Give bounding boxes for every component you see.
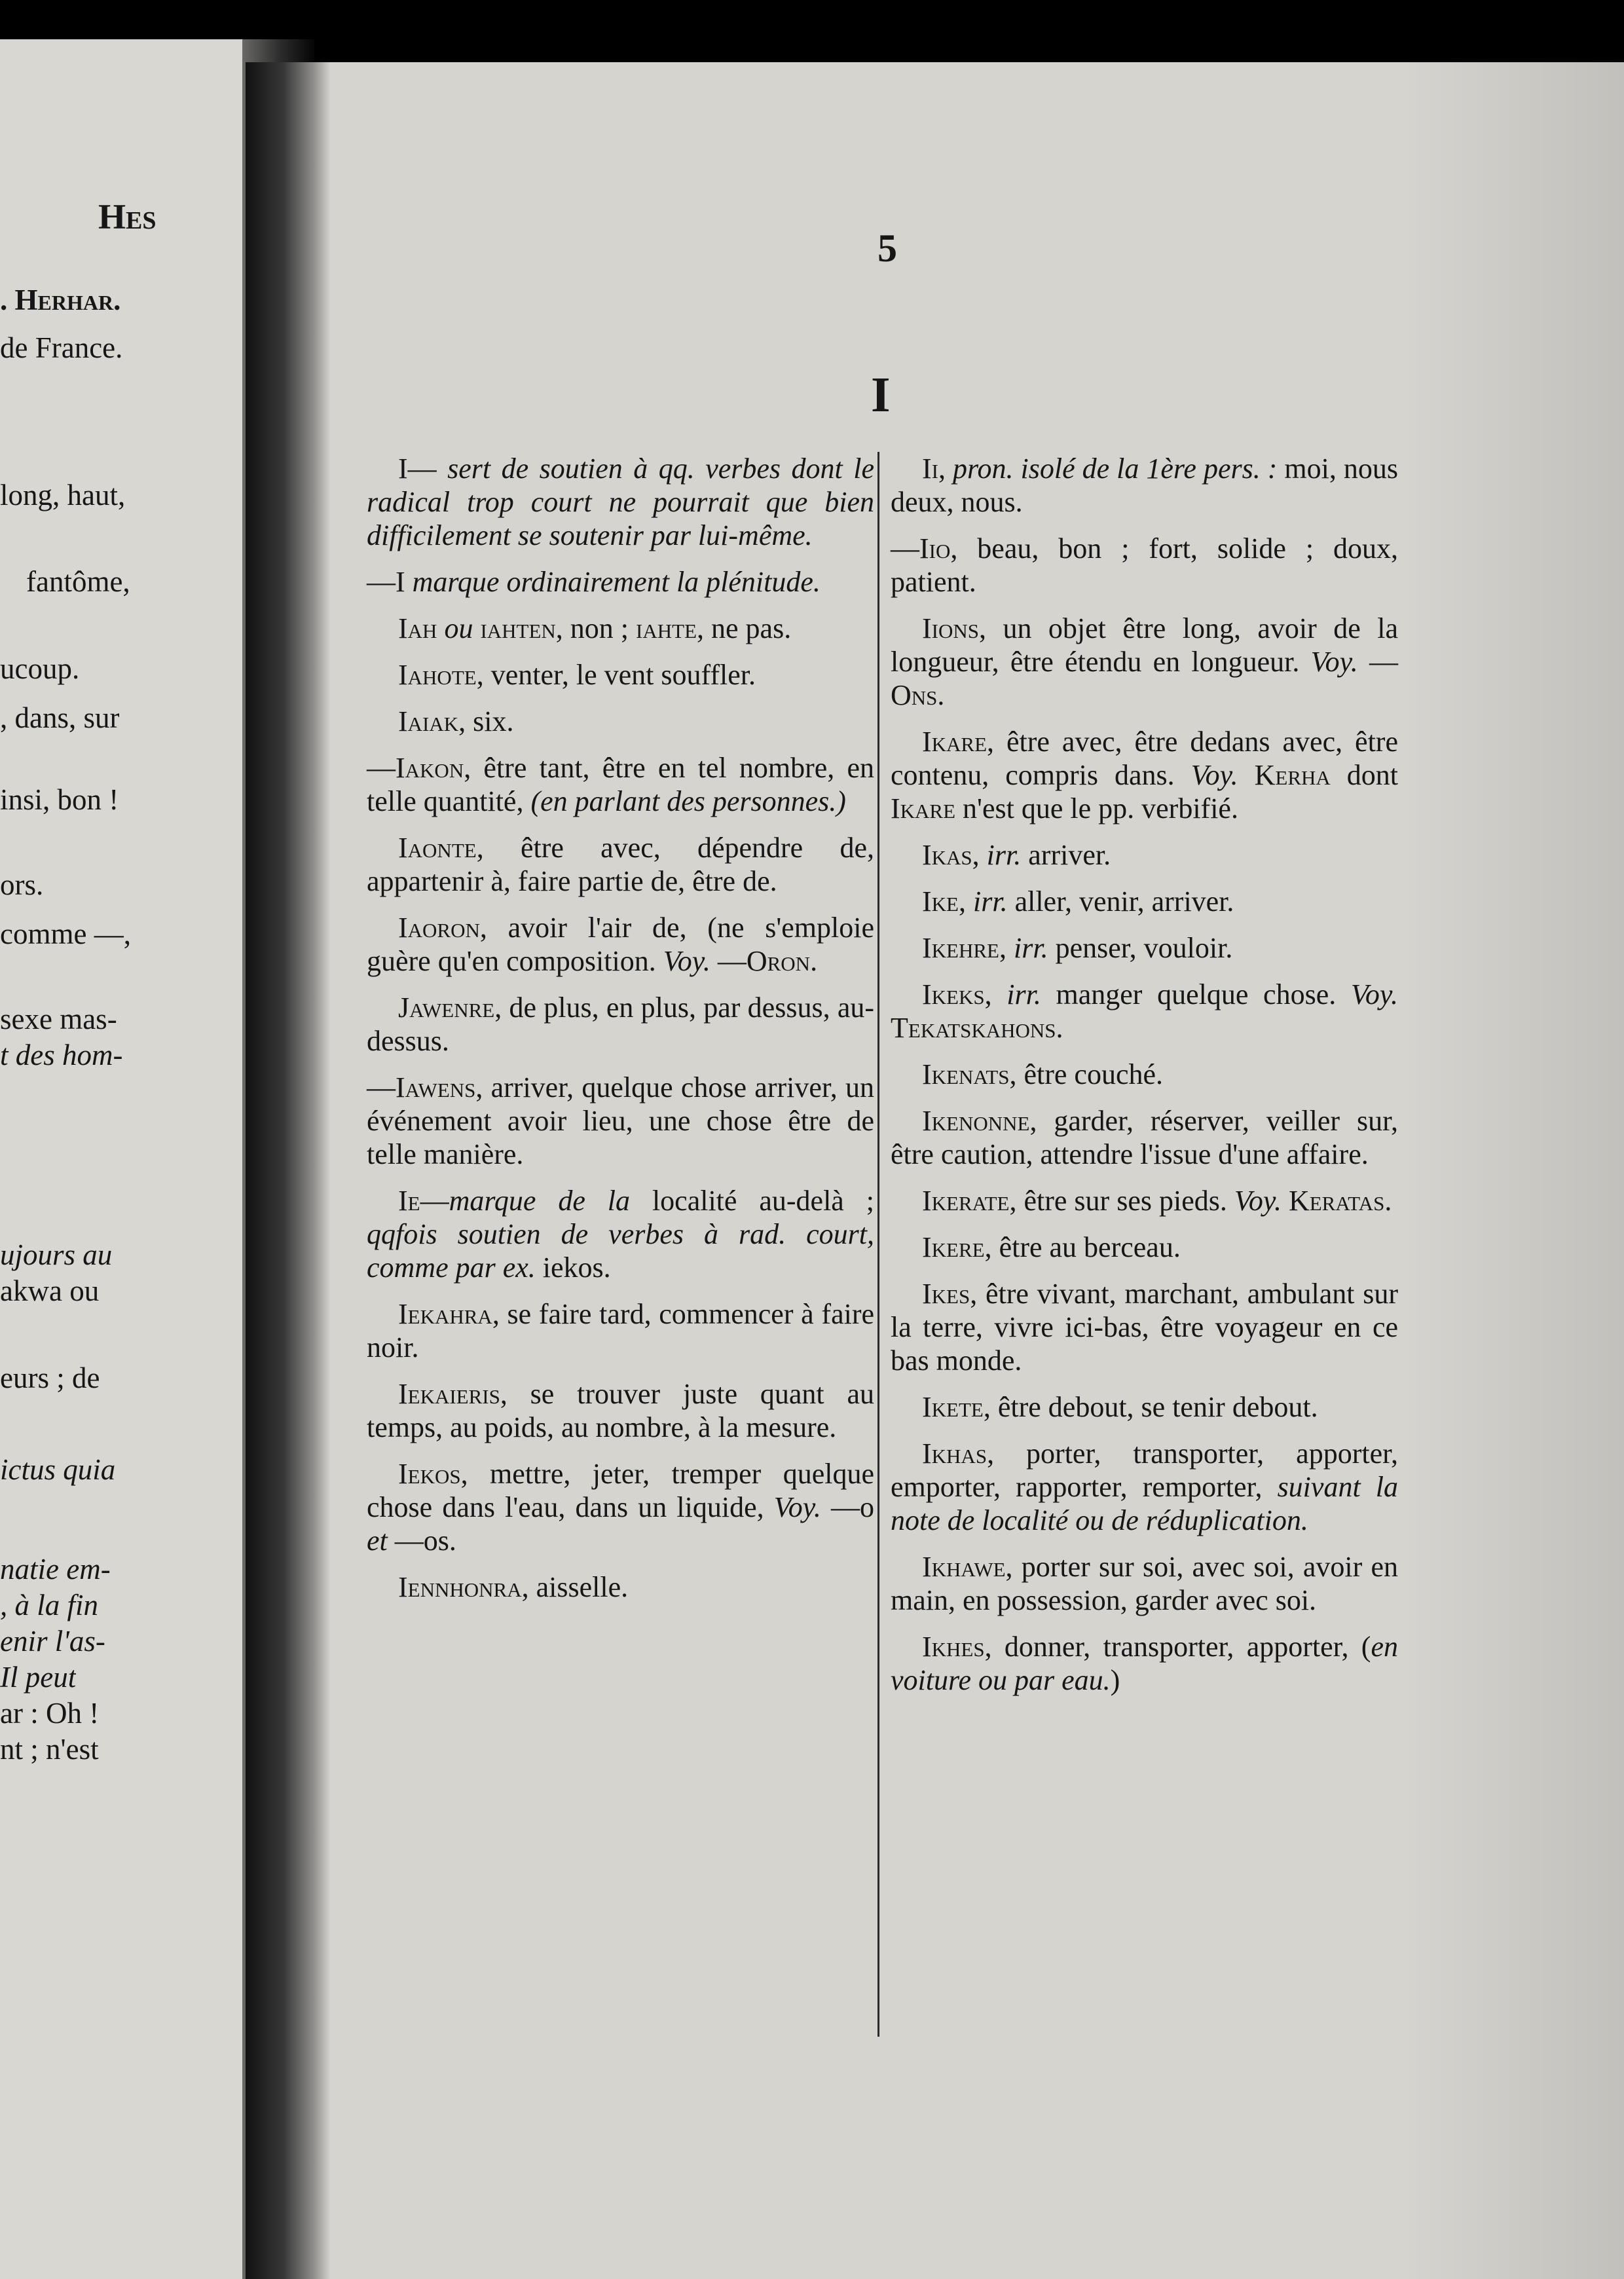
entry-text: — — [420, 1185, 449, 1217]
entry-text: , avoir l'air de, (ne s'emploie guère qu'en composition. — [367, 912, 874, 977]
entry-text: — — [710, 945, 747, 977]
entry-headword: Iions — [922, 612, 979, 644]
dictionary-entry — [891, 1630, 1398, 1697]
entry-text: Ons — [891, 679, 938, 711]
entry-text — [437, 612, 444, 644]
entry-text: , de plus, en plus, par dessus, au-dessus. — [367, 991, 874, 1057]
dictionary-entry — [891, 532, 1398, 599]
entry-text: , six. — [458, 705, 514, 737]
entry-text: Tekatskahons — [891, 1012, 1056, 1044]
section-letter: I — [871, 367, 891, 422]
page-fold-shadow — [246, 62, 331, 2279]
entry-text: , être avec, être dedans avec, être contenu, compris dans. — [891, 726, 1398, 791]
dictionary-entry — [891, 885, 1398, 918]
entry-text: marque ordinairement la plénitude. — [412, 566, 821, 598]
entry-text: ) — [1110, 1664, 1120, 1696]
dictionary-entry — [367, 751, 874, 818]
entry-text: sert de soutien à qq. verbes dont le radical trop court ne pourrait que bien difficilement se soutenir par lui-même. — [367, 453, 875, 551]
entry-text: Voy. — [773, 1491, 821, 1523]
column-divider — [877, 452, 879, 2037]
entry-text: . — [810, 945, 818, 977]
entry-text: . — [1384, 1185, 1392, 1217]
dictionary-entry — [367, 911, 874, 978]
entry-headword: Iaoron — [398, 912, 480, 944]
left-page-line: ucoup. — [0, 652, 80, 685]
entry-text: irr. — [1006, 978, 1041, 1010]
dictionary-entry — [367, 991, 874, 1058]
dictionary-entry — [367, 831, 874, 898]
dictionary-column-right — [891, 452, 1398, 1710]
entry-text — [1282, 1185, 1289, 1217]
entry-text — [473, 612, 480, 644]
entry-headword: —Iakon — [367, 752, 464, 784]
entry-text: , non ; — [555, 612, 637, 644]
dictionary-entry — [367, 705, 874, 738]
entry-headword: —Iawens — [367, 1071, 476, 1103]
entry-text: irr. — [1013, 932, 1048, 964]
dictionary-entry — [891, 1231, 1398, 1264]
entry-headword: Ike — [922, 885, 959, 917]
dictionary-entry — [367, 1071, 874, 1171]
entry-text: ou — [444, 612, 473, 644]
dictionary-entry — [891, 978, 1398, 1045]
left-page-line: sexe mas- — [0, 1003, 117, 1035]
entry-headword: Ikehre — [922, 932, 999, 964]
entry-headword: Ikes — [922, 1278, 970, 1310]
entry-text: pron. isolé de la 1ère pers. : — [953, 453, 1278, 485]
entry-headword: Ikeks — [922, 978, 985, 1010]
bleed-through-shading — [1401, 62, 1624, 2279]
entry-text: Keratas — [1288, 1185, 1385, 1217]
entry-headword: Ikhawe — [922, 1551, 1006, 1583]
dictionary-entry — [367, 1297, 874, 1364]
entry-text: , porter, transporter, apporter, emporter, rapporter, remporter, — [891, 1437, 1398, 1503]
left-page-line: natie em- — [0, 1553, 111, 1585]
entry-headword: Iekahra — [398, 1298, 492, 1330]
entry-text: moi, nous deux, nous. — [891, 453, 1399, 518]
left-page-line: enir l'as- — [0, 1625, 105, 1658]
left-page-line: t des hom- — [0, 1039, 123, 1071]
entry-headword: Ikerate — [922, 1185, 1010, 1217]
entry-text: Voy. — [1310, 646, 1358, 678]
left-page-line: de France. — [0, 331, 123, 364]
entry-text: , être vivant, marchant, ambulant sur la terre, vivre ici-bas, être voyageur en ce bas monde. — [891, 1278, 1398, 1377]
entry-text: localité au-delà ; — [630, 1185, 874, 1217]
entry-text: Voy. — [663, 945, 710, 977]
left-page-line: long, haut, — [0, 479, 126, 511]
dictionary-entry — [367, 1570, 874, 1604]
entry-text: suivant la note de localité ou de réduplication. — [891, 1471, 1398, 1536]
entry-text: , être couché. — [1009, 1058, 1164, 1090]
dictionary-entry — [891, 838, 1398, 872]
dictionary-entry — [367, 612, 874, 645]
entry-text: . — [1056, 1012, 1063, 1044]
entry-text: , être tant, être en tel nombre, en telle quantité, — [367, 752, 874, 817]
left-page-line: ar : Oh ! — [0, 1697, 100, 1730]
entry-text: . — [937, 679, 945, 711]
entry-headword: Iahote — [398, 659, 477, 691]
entry-text: , — [938, 453, 953, 485]
entry-headword: Ikas — [922, 839, 972, 871]
entry-text: irr. — [972, 885, 1008, 917]
entry-text: , mettre, jeter, tremper quelque chose dans l'eau, dans un liquide, — [367, 1458, 874, 1523]
entry-text: , venter, le vent souffler. — [476, 659, 756, 691]
entry-text: , beau, bon ; fort, solide ; doux, patient. — [891, 532, 1398, 598]
entry-headword: Iekaieris — [398, 1378, 500, 1410]
entry-text: Kerha — [1254, 759, 1331, 791]
entry-text: , aisselle. — [521, 1571, 629, 1603]
dictionary-entry — [367, 1377, 874, 1444]
entry-headword: Ikhes — [922, 1631, 985, 1663]
dictionary-entry — [891, 1058, 1398, 1091]
entry-text: iahten — [480, 612, 556, 644]
entry-text: irr. — [986, 839, 1022, 871]
dictionary-entry — [891, 1550, 1398, 1617]
entry-text: Oron — [746, 945, 811, 977]
entry-text: , — [984, 978, 1007, 1010]
dictionary-entry — [367, 1184, 874, 1284]
entry-headword: —Iio — [891, 532, 951, 565]
left-page-line: . Herhar. — [0, 284, 121, 316]
entry-headword: Ikenats — [922, 1058, 1010, 1090]
dictionary-entry — [891, 1104, 1398, 1171]
dictionary-entry — [367, 1457, 874, 1557]
dictionary-entry — [367, 565, 874, 599]
entry-headword: Iekos — [398, 1458, 461, 1490]
left-page — [0, 39, 262, 2279]
dictionary-entry — [891, 725, 1398, 825]
entry-text: penser, vouloir. — [1048, 932, 1233, 964]
entry-headword: Ie — [398, 1185, 420, 1217]
entry-headword: Iaonte — [398, 832, 477, 864]
entry-text: Voy. — [1190, 759, 1238, 791]
dictionary-entry — [891, 1390, 1398, 1424]
left-page-line: comme —, — [0, 917, 131, 950]
entry-text: , être debout, se tenir debout. — [983, 1391, 1318, 1423]
entry-text: et — [367, 1525, 388, 1557]
left-page-line: fantôme, — [26, 565, 130, 598]
entry-text: Voy. — [1350, 978, 1398, 1010]
entry-headword: Ikete — [922, 1391, 984, 1423]
entry-text — [1238, 759, 1255, 791]
entry-text: , garder, réserver, veiller sur, être caution, attendre l'issue d'une affaire. — [891, 1105, 1398, 1170]
dictionary-entry — [891, 612, 1398, 712]
entry-headword: Ikhas — [922, 1437, 987, 1470]
entry-text: —os. — [387, 1525, 456, 1557]
entry-text: , porter sur soi, avec soi, avoir en main, en possession, garder avec soi. — [891, 1551, 1398, 1616]
dictionary-entry — [367, 658, 874, 692]
entry-text: , être sur ses pieds. — [1009, 1185, 1234, 1217]
entry-text: manger quelque chose. — [1041, 978, 1351, 1010]
entry-text: arriver. — [1021, 839, 1111, 871]
entry-headword: Iah — [398, 612, 437, 644]
entry-headword: Ikare — [922, 726, 987, 758]
entry-text: —o — [821, 1491, 874, 1523]
dictionary-entry — [891, 452, 1398, 519]
entry-text: , un objet être long, avoir de la longueur, être étendu en longueur. — [891, 612, 1398, 678]
entry-text: Ikare — [891, 792, 956, 825]
left-page-line: akwa ou — [0, 1274, 100, 1307]
entry-headword: I — [398, 453, 408, 485]
entry-text: , — [999, 932, 1014, 964]
entry-text: , ne pas. — [697, 612, 792, 644]
left-page-line: ors. — [0, 868, 44, 901]
entry-headword: Ikenonne — [922, 1105, 1030, 1137]
entry-text: — — [1357, 646, 1399, 678]
dictionary-entry — [367, 452, 874, 552]
entry-text: en voiture ou par eau. — [891, 1631, 1398, 1696]
entry-headword: Iennhonra — [398, 1571, 522, 1603]
entry-text: — — [407, 453, 448, 485]
entry-text: , se trouver juste quant au temps, au poids, au nombre, à la mesure. — [367, 1378, 874, 1443]
left-page-line: , à la fin — [0, 1589, 99, 1621]
dictionary-entry — [891, 1437, 1398, 1537]
dictionary-column-left — [367, 452, 874, 1617]
entry-text: iahte — [636, 612, 697, 644]
entry-headword: Jawenre — [398, 991, 495, 1024]
left-page-line: nt ; n'est — [0, 1733, 99, 1766]
entry-text: , — [972, 839, 987, 871]
entry-text: , arriver, quelque chose arriver, un événement avoir lieu, une chose être de telle manière. — [367, 1071, 874, 1170]
entry-text: n'est que le pp. verbifié. — [955, 792, 1238, 825]
left-page-line: eurs ; de — [0, 1362, 100, 1394]
entry-text: , être au berceau. — [984, 1231, 1181, 1263]
entry-text: , se faire tard, commencer à faire noir. — [367, 1298, 874, 1363]
dictionary-entry — [891, 1184, 1398, 1217]
entry-headword: Iaiak — [398, 705, 459, 737]
dictionary-entry — [891, 931, 1398, 965]
left-page-line: insi, bon ! — [0, 783, 119, 816]
left-page-line: ujours au — [0, 1238, 113, 1271]
entry-headword: Ii — [922, 453, 938, 485]
dictionary-entry — [891, 1277, 1398, 1377]
left-page-line: Il peut — [0, 1661, 77, 1694]
entry-text: , être avec, dépendre de, appartenir à, faire partie de, être de. — [367, 832, 874, 897]
entry-headword: Ikere — [922, 1231, 985, 1263]
left-page-line: Hes — [98, 197, 157, 236]
entry-text: Voy. — [1234, 1185, 1282, 1217]
entry-text: (en parlant des personnes.) — [530, 785, 846, 817]
left-page-line: , dans, sur — [0, 701, 120, 734]
entry-text: , — [958, 885, 973, 917]
left-page-line: ictus quia — [0, 1453, 116, 1486]
entry-text: aller, venir, arriver. — [1007, 885, 1234, 917]
entry-text: iekos. — [535, 1251, 611, 1284]
entry-text: qqfois soutien de verbes à rad. court, comme par ex. — [367, 1218, 874, 1284]
entry-text: dont — [1330, 759, 1398, 791]
entry-text: , donner, transporter, apporter, ( — [984, 1631, 1371, 1663]
entry-text: marque de la — [449, 1185, 631, 1217]
entry-text: —I — [367, 566, 413, 598]
page-number: 5 — [877, 227, 897, 270]
